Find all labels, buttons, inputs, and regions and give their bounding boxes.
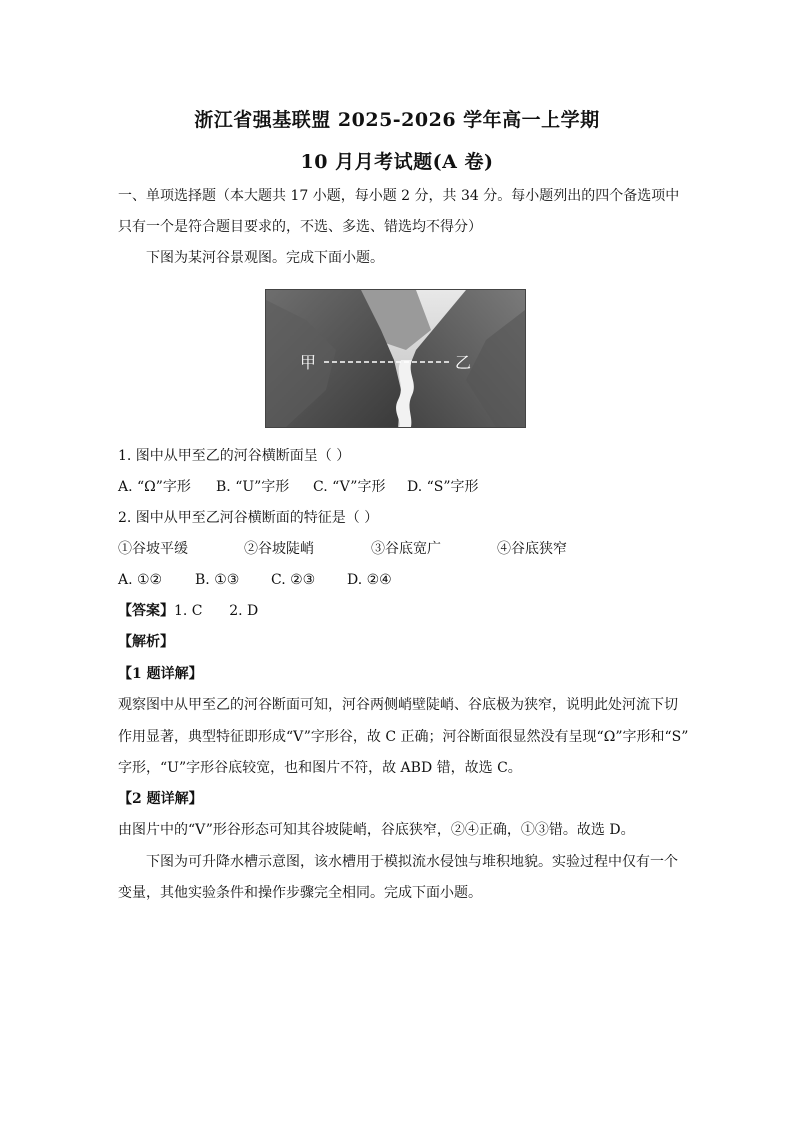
q2-feature-1: ①谷坡平缓	[118, 541, 188, 557]
intro-text-2-line-2: 变量，其他实验条件和操作步骤完全相同。完成下面小题。	[118, 885, 482, 901]
section-heading-line1: 一、单项选择题（本大题共 17 小题，每小题 2 分，共 34 分。每小题列出的四个备选项中	[118, 188, 680, 204]
q2-feature-2: ②谷坡陡峭	[244, 541, 314, 557]
figure-label-yi: 乙	[455, 353, 472, 372]
answer-text: 1. C 2. D	[174, 603, 259, 619]
q1-option-b: B. “U”字形	[216, 479, 290, 495]
intro-text-1: 下图为某河谷景观图。完成下面小题。	[146, 250, 384, 266]
q2-option-c: C. ②③	[271, 572, 316, 588]
q1-option-c: C. “V”字形	[313, 479, 386, 495]
detail-2-line: 由图片中的“V”形谷形态可知其谷坡陡峭，谷底狭窄，②④正确，①③错。故选 D。	[118, 822, 635, 838]
analysis-label: 【解析】	[118, 634, 174, 650]
section-heading-line2: 只有一个是符合题目要求的，不选、多选、错选均不得分）	[118, 219, 482, 235]
detail-1-line-2: 作用显著，典型特征即形成“V”字形谷，故 C 正确；河谷断面很显然没有呈现“Ω”字形和“S”	[118, 729, 689, 745]
q2-feature-3: ③谷底宽广	[371, 541, 441, 557]
answer-label: 【答案】	[118, 603, 174, 619]
question-1-stem: 1. 图中从甲至乙的河谷横断面呈（ ）	[118, 448, 351, 464]
detail-1-line-1: 观察图中从甲至乙的河谷断面可知，河谷两侧峭壁陡峭、谷底极为狭窄，说明此处河流下切	[118, 697, 678, 713]
document-title-line1: 浙江省强基联盟 2025-2026 学年高一上学期	[194, 109, 600, 131]
q2-option-b: B. ①③	[195, 572, 240, 588]
document-title-line2: 10 月月考试题(A 卷)	[300, 151, 494, 173]
intro-text-2-line-1: 下图为可升降水槽示意图，该水槽用于模拟流水侵蚀与堆积地貌。实验过程中仅有一个	[146, 854, 678, 870]
river-valley-photo	[265, 289, 526, 428]
question-2-features	[118, 539, 567, 559]
answer-line	[118, 601, 258, 621]
detail-1-label: 【1 题详解】	[118, 666, 203, 682]
detail-2-label: 【2 题详解】	[118, 791, 203, 807]
q2-option-a: A. ①②	[118, 572, 163, 588]
question-2-options	[118, 570, 392, 590]
question-2-stem: 2. 图中从甲至乙河谷横断面的特征是（ ）	[118, 510, 379, 526]
question-1-options	[118, 477, 479, 497]
figure-label-jia: 甲	[300, 353, 317, 372]
q1-option-a: A. “Ω”字形	[118, 479, 191, 495]
q2-feature-4: ④谷底狭窄	[497, 541, 567, 557]
detail-1-line-3: 字形，“U”字形谷底较宽，也和图片不符，故 ABD 错，故选 C。	[118, 760, 522, 776]
q2-option-d: D. ②④	[347, 572, 392, 588]
q1-option-d: D. “S”字形	[407, 479, 479, 495]
